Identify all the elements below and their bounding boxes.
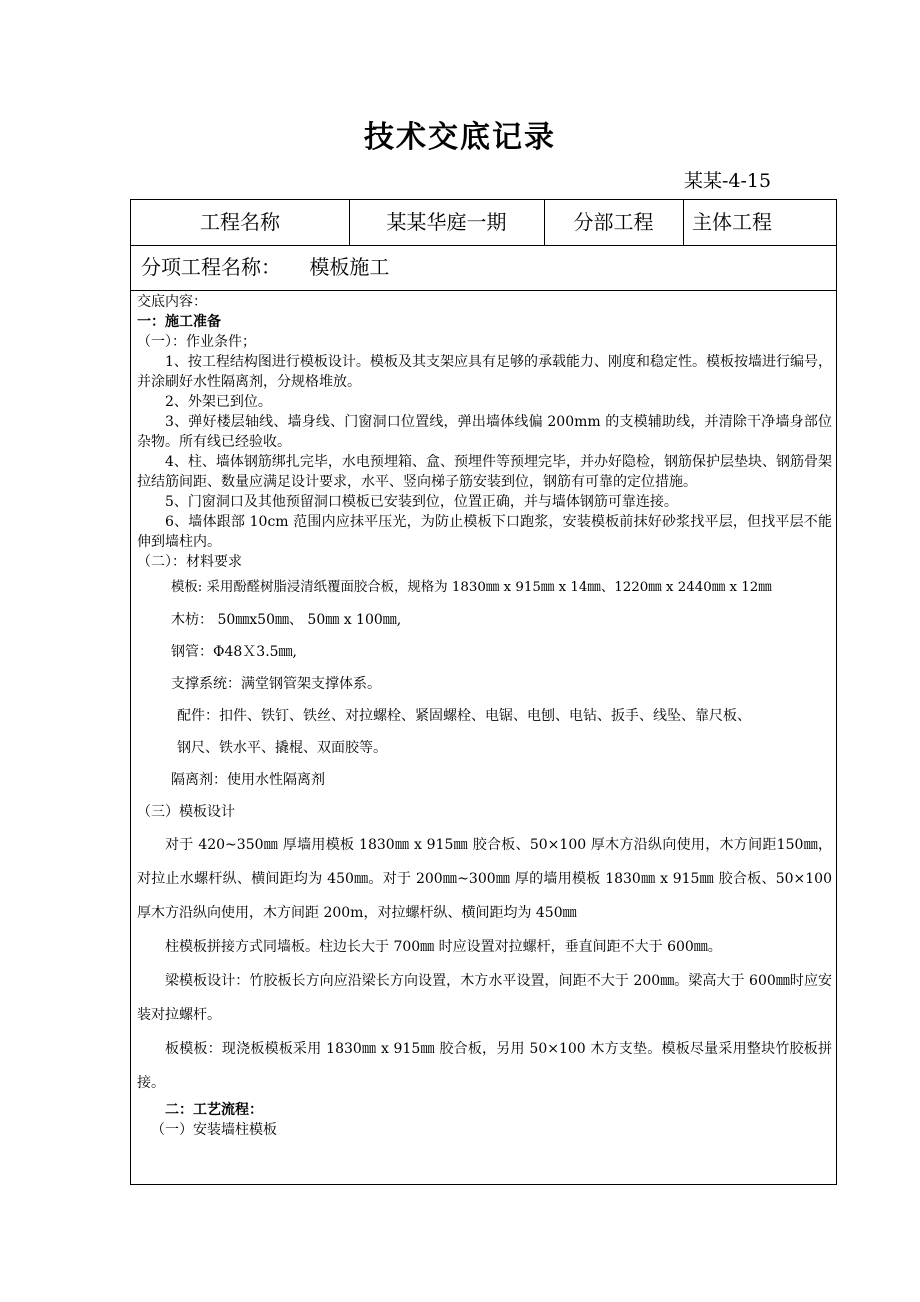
- division-label: 分部工程: [573, 210, 654, 234]
- paragraph: 3、弹好楼层轴线、墙身线、门窗洞口位置线，弹出墙体线偏 200mm 的支模辅助线，并清除干净墙身部位杂物。所有线已经验收。: [137, 414, 832, 450]
- paragraph: 柱模板拼接方式同墙板。柱边长大于 700㎜ 时应设置对拉螺杆，垂直间距不大于 600㎜。: [165, 939, 722, 955]
- section-heading: 一：施工准备: [137, 314, 221, 330]
- paragraph: 4、柱、墙体钢筋绑扎完毕，水电预埋箱、盒、预埋件等预埋完毕，并办好隐检，钢筋保护层垫块、钢筋骨架拉结筋间距、数量应满足设计要求，水平、竖向梯子筋安装到位，钢筋有可靠的定位措施。: [137, 454, 832, 490]
- content-area: [137, 292, 832, 1140]
- divider: [131, 290, 836, 291]
- division-value: 主体工程: [692, 210, 772, 234]
- subitem-value: 模板施工: [309, 255, 390, 279]
- content-heading: 交底内容：: [137, 294, 207, 310]
- paragraph: 5、门窗洞口及其他预留洞口模板已安装到位，位置正确，并与墙体钢筋可靠连接。: [165, 494, 678, 510]
- subsection-heading: （二）：材料要求: [137, 554, 242, 570]
- material-item: 配件：扣件、铁钉、铁丝、对拉螺栓、紧固螺栓、电锯、电刨、电钻、扳手、线坠、靠尺板、: [177, 708, 751, 724]
- material-item: 模板: 采用酚醛树脂浸清纸覆面胶合板，规格为 1830㎜ x 915㎜ x 14㎜、1220㎜ x 2440㎜ x 12㎜: [171, 580, 772, 595]
- record-table: [130, 199, 837, 1185]
- paragraph: 对于 420~350㎜ 厚墙用模板 1830㎜ x 915㎜ 胶合板、50×100 厚木方沿纵向使用，木方间距150㎜，对拉止水螺杆纵、横间距均为 450㎜。对于 200㎜~300㎜ 厚的墙用模板 1830㎜ x 915㎜ 胶合板、50×100 厚木方沿纵向使用，木方间距 200m，对拉螺杆纵、横间距均为 450㎜: [137, 837, 832, 921]
- paragraph: 2、外架已到位。: [165, 394, 272, 410]
- subitem-row: [131, 245, 389, 290]
- paragraph: 梁模板设计：竹胶板长方向应沿梁长方向设置，木方水平设置，间距不大于 200㎜。梁高大于 600㎜时应安装对拉螺杆。: [137, 973, 832, 1023]
- divider: [683, 200, 684, 245]
- material-item: 支撑系统：满堂钢管架支撑体系。: [171, 676, 381, 692]
- material-item: 钢尺、铁水平、撬棍、双面胶等。: [177, 740, 387, 756]
- project-name-label: 工程名称: [200, 210, 280, 234]
- paragraph: 1、按工程结构图进行模板设计。模板及其支架应具有足够的承载能力、刚度和稳定性。模板按墙进行编号，并涂刷好水性隔离剂，分规格堆放。: [137, 354, 832, 390]
- material-item: 木枋： 50㎜x50㎜、 50㎜ x 100㎜,: [171, 612, 402, 628]
- document-title: 技术交底记录: [364, 120, 556, 155]
- material-item: 钢管：Φ48Ｘ3.5㎜,: [171, 644, 298, 660]
- subitem-label: 分项工程名称：: [141, 255, 281, 279]
- project-name-value: 某某华庭一期: [386, 210, 507, 234]
- document-number: 某某-4-15: [684, 170, 772, 192]
- paragraph: 6、墙体跟部 10cm 范围内应抹平压光，为防止模板下口跑浆，安装模板前抹好砂浆找平层，但找平层不能伸到墙柱内。: [137, 514, 832, 550]
- subsection-heading: （一）安装墙柱模板: [151, 1122, 277, 1138]
- paragraph: 板模板：现浇板模板采用 1830㎜ x 915㎜ 胶合板，另用 50×100 木方支垫。模板尽量采用整块竹胶板拼接。: [137, 1041, 832, 1091]
- subsection-heading: （三）模板设计: [137, 804, 235, 820]
- material-item: 隔离剂：使用水性隔离剂: [171, 772, 325, 788]
- subsection-heading: （一）：作业条件；: [137, 334, 256, 350]
- section-heading: 二：工艺流程：: [165, 1102, 263, 1118]
